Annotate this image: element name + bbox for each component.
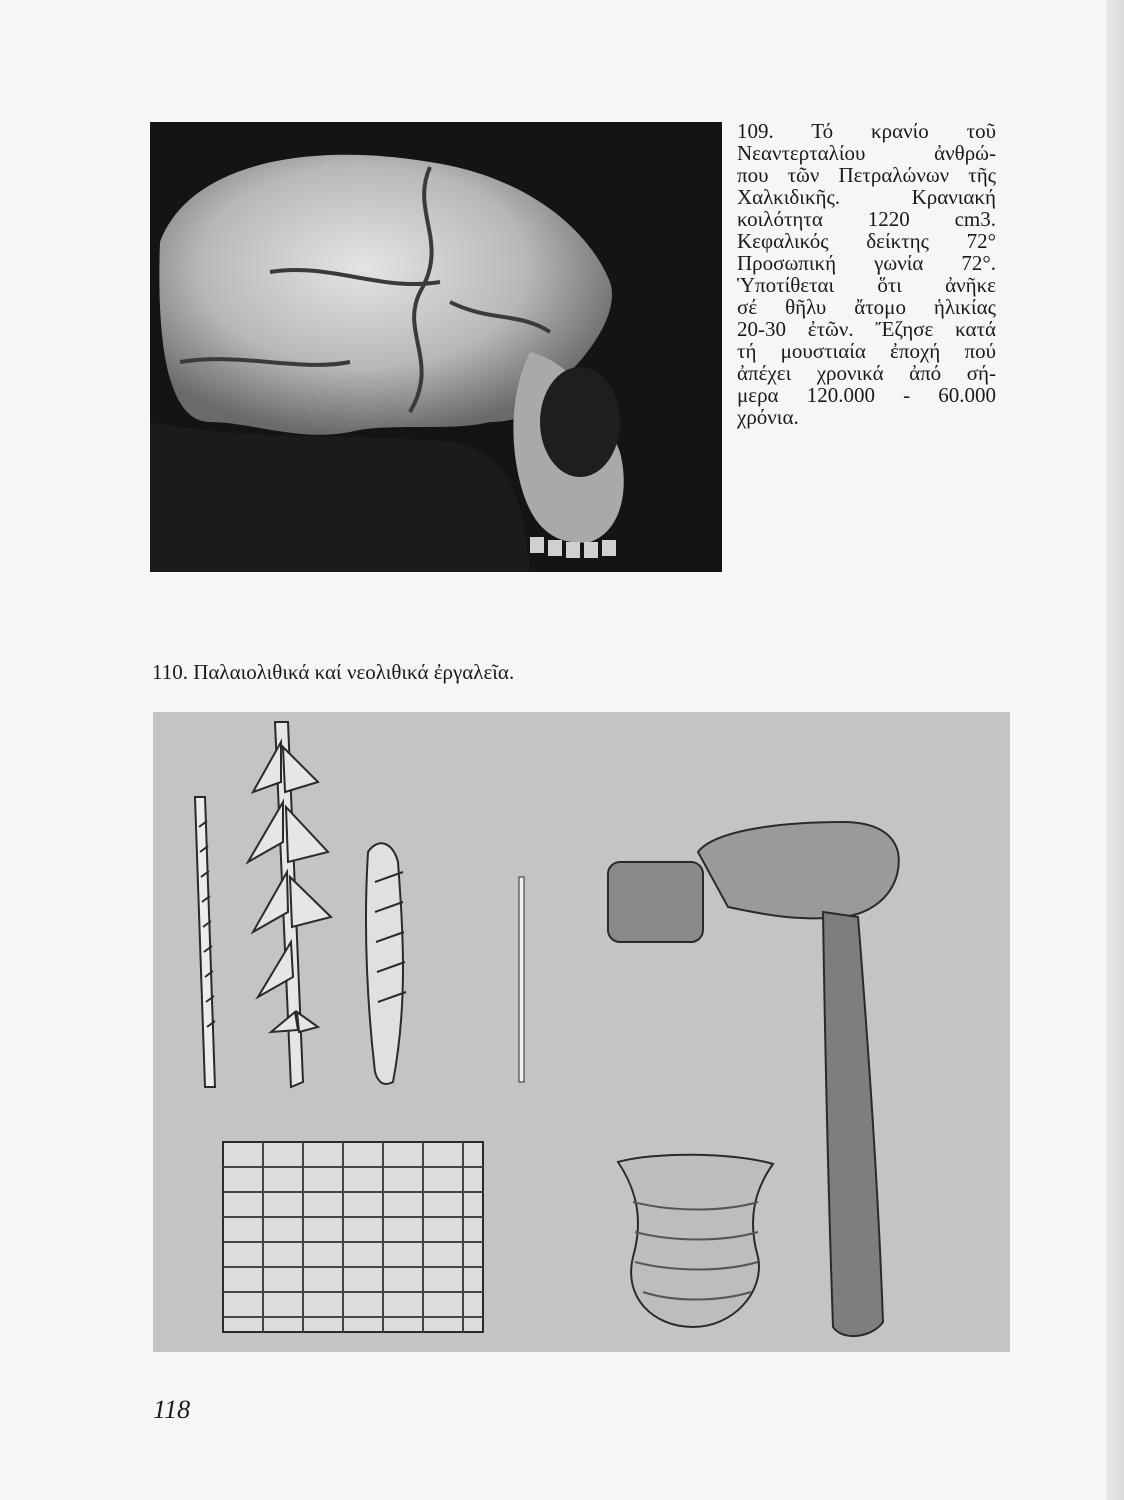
caption-line: Χαλκιδικῆς. Κρανιακή [737,185,996,209]
caption-line: που τῶν Πετραλώνων τῆς [737,163,996,187]
figure-109-caption [737,120,996,428]
caption-line: κοιλότητα 1220 cm3. [737,207,996,231]
skull-illustration [150,122,722,572]
caption-line: Ὑποτίθεται ὅτι ἀνῆκε [737,273,996,297]
caption-line: Νεαντερταλίου ἀνθρώ- [737,141,996,165]
bone-needle [519,877,524,1082]
figure-110-caption: 110. Παλαιολιθικά καί νεολιθικά ἐργαλεῖα. [152,660,515,684]
tools-illustration [153,712,1010,1352]
woven-textile [223,1142,483,1332]
caption-line: μερα 120.000 - 60.000 [737,383,996,407]
caption-line: χρόνια. [737,405,799,429]
page-edge-strip [1106,0,1124,1500]
skull-photograph [150,122,722,572]
caption-line: σέ θῆλυ ἄτομο ἡλικίας [737,295,996,319]
caption-line: Κεφαλικός δείκτης 72° [737,229,996,253]
tools-photograph [153,712,1010,1352]
caption-line: τή μουστιαία ἐποχή πού [737,339,996,363]
caption-line: 109. Τό κρανίο τοῦ [737,119,996,143]
caption-line: 20-30 ἐτῶν. Ἔζησε κατά [737,317,996,341]
page-number: 118 [153,1395,191,1424]
caption-line: Προσωπική γωνία 72°. [737,251,996,275]
caption-line: ἀπέχει χρονικά ἀπό σή- [737,361,996,385]
